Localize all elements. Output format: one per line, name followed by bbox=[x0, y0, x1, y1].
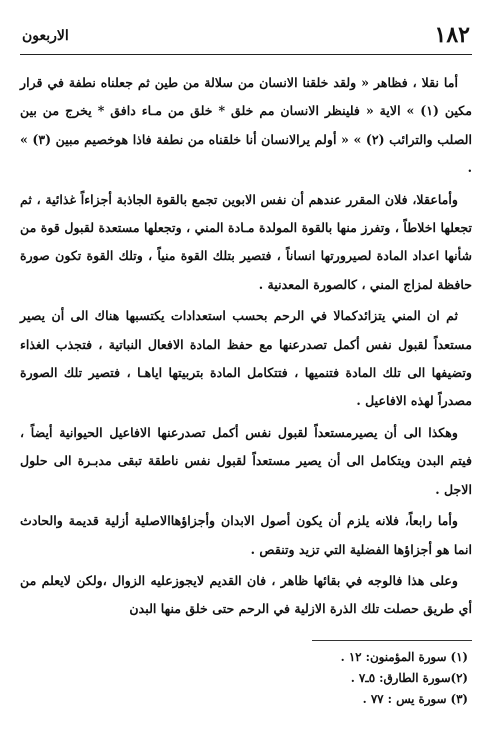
footnote-divider bbox=[312, 640, 472, 641]
footnotes bbox=[20, 647, 472, 710]
body-text bbox=[20, 69, 472, 624]
footnote-3: (٣) سورة يس : ٧٧ . bbox=[362, 691, 468, 706]
book-page bbox=[20, 18, 472, 730]
paragraph-mani: ثم ان المني يتزائدكمالا في الرحم بحسب استعدادات يكتسبها هناك الى أن يصير مستعداً لقبول نفس أكمل تصدرعنها مع حفظ المادة الافعال النباتية ، فتجذب الغذاء وتضيفها الى تلك المادة فتنميها ، فتتكامل المادة بتربيتها اياهـا ، فتصير تلك الصورة مصدراً لهذه الافاعيل . bbox=[20, 308, 472, 409]
footnote-2: (٢)سورة الطارق: ٥ـ٧ . bbox=[350, 670, 468, 685]
paragraph-hayawaniya: وهكذا الى أن يصيرمستعداً لقبول نفس أكمل تصدرعنها الافاعيل الحيوانية أيضاً ، فيتم البدن ويتكامل الى أن يصير مستعداً لقبول نفس ناطقة تبقى مدبـرة الى حلول الاجل . bbox=[20, 424, 472, 497]
paragraph-aql: وأماعقلا، فلان المقرر عندهم أن نفس الابوين تجمع بالقوة الجاذبة أجزاءاً غذائية ، ثم تجعلها اخلاطاً ، وتفرز منها بالقوة المولدة مـادة المني ، وتجعلها مستعدة لقبول قوة من شأنها اعداد المادة لصيرورتها انساناً ، فتصير بتلك القوة منياً ، وتلك القوة تكون صورة حافظة لمزاج المني ، كالصورة المعدنية . bbox=[20, 191, 472, 292]
footnote-1: (١) سورة المؤمنون: ١٢ . bbox=[340, 649, 468, 664]
running-head bbox=[20, 18, 472, 55]
paragraph-baqa: وعلى هذا فالوجه في بقائها ظاهر ، فان القديم لايجوزعليه الزوال ،ولكن لايعلم من أي طريق حصلت تلك الذرة الازلية في الرحم حتى خلق منها البدن bbox=[20, 572, 472, 617]
paragraph-naql: أما نقلا ، فظاهر « ولقد خلقنا الانسان من سلالة من طين ثم جعلناه نطفة في قرار مكين (١) » الاية « فلينظر الانسان مم خلق * خلق من مـاء دافق * يخرج من بين الصلب والترائب (٢) » « أولم يرالانسان أنا خلقناه من نطفة فاذا هوخصيم مبين (٣) » . bbox=[20, 75, 472, 176]
book-title: الاربعون bbox=[22, 28, 69, 44]
paragraph-rabian: وأما رابعاً، فلانه يلزم أن يكون أصول الابدان وأجزاؤهاالاصلية أزلية قديمة والحادث انما هو أجزاؤها الفضلية التي تزيد وتنقص . bbox=[20, 513, 472, 557]
page-number: ١٨٢ bbox=[434, 22, 470, 48]
